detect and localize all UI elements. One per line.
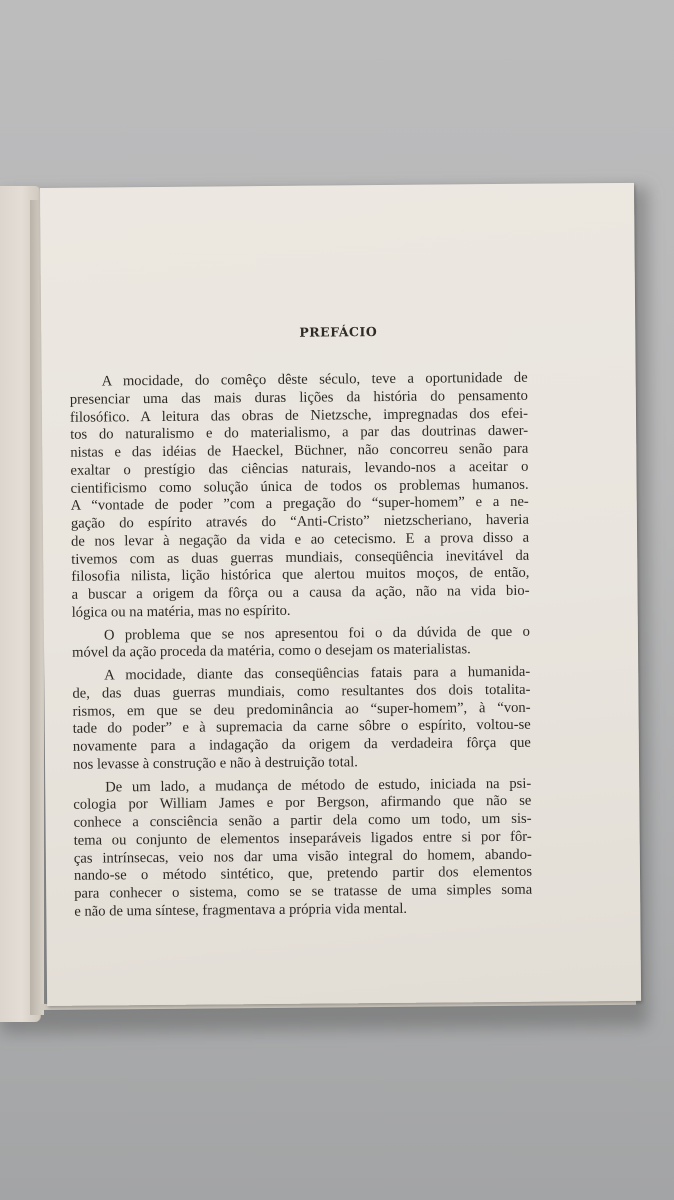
paragraph-3	[72, 664, 531, 774]
text-line: ças intrínsecas, veio nos dar uma visão integral do homem, abando-	[73, 846, 532, 867]
text-line: cologia por William James e por Bergson, afirmando que não se	[73, 792, 532, 813]
text-line: lógica ou na matéria, mas no espírito.	[71, 602, 291, 621]
text-line: tos do naturalismo e do materialismo, a par das doutrinas dawer-	[70, 422, 529, 443]
text-line: móvel da ação proceda da matéria, como o desejam os materialistas.	[71, 641, 471, 661]
text-line: tade do poder” e à supremacia da carne sôbre o espírito, voltou-se	[72, 716, 531, 737]
paragraph-4	[73, 775, 532, 921]
text-line: e não de uma síntese, fragmentava a própria vida mental.	[74, 900, 408, 920]
text-line: De um lado, a mudança de método de estudo, iniciada na psi-	[105, 775, 532, 795]
text-line: filosófico. A leitura das obras de Nietzsche, impregnadas dos efei-	[69, 405, 529, 426]
text-line: A mocidade, diante das conseqüências fatais para a humanida-	[104, 663, 531, 684]
paragraph-2	[72, 623, 530, 662]
text-line: nando-se o método sintético, que, pretendo partir dos elementos	[73, 863, 533, 884]
text-line: tivemos com as duas guerras mundiais, conseqüência inevitável da	[71, 547, 530, 568]
text-line: novamente para a indagação da origem da verdadeira fôrça que	[72, 734, 531, 755]
text-line: a buscar a origem da fôrça ou a causa da ação, não na vida bio-	[71, 582, 530, 603]
text-line: O problema que se nos apresentou foi o da dúvida de que o	[103, 623, 530, 643]
text-line: rismos, em que se deu predominância ao “super-homem”, à “von-	[72, 699, 531, 720]
text-line: presenciar uma das mais duras lições da história do pensamento	[69, 387, 528, 408]
text-line: exaltar o prestígio das ciências naturais, levando-nos a aceitar o	[70, 458, 529, 479]
text-line: nos levasse à construção e não à destruição total.	[72, 753, 358, 773]
text-line: tema ou conjunto de elementos inseparáveis ligados entre si por fôr-	[73, 828, 532, 849]
text-line: de nos levar à negação da vida e ao cetecismo. E a prova disso a	[71, 529, 530, 550]
body-text	[70, 370, 533, 926]
text-line: conhece a consciência senão a partir dela como um todo, um sis-	[73, 810, 532, 831]
text-line: A mocidade, do comêço dêste século, teve a oportunidade de	[101, 369, 528, 390]
text-line: cientificismo como solução única de todos os problemas humanos.	[70, 476, 529, 497]
text-line: de, das duas guerras mundiais, como resultantes dos dois totalita-	[72, 681, 531, 702]
text-line: A “vontade de poder ”com a pregação do “super-homem” e a ne-	[70, 493, 529, 514]
text-line: nistas e das idéias de Haeckel, Büchner, não concorreu senão para	[70, 440, 529, 461]
text-line: para conhecer o sistema, como se se tratasse de uma simples soma	[74, 881, 533, 902]
text-line: gação do espírito através do “Anti-Cristo” nietzscheriano, haveria	[70, 511, 529, 532]
page-title: PREFÁCIO	[299, 324, 378, 340]
text-line: filosofia nilista, lição histórica que alertou muitos moços, de então,	[71, 564, 530, 585]
book-page	[40, 183, 641, 1006]
paragraph-1	[70, 370, 530, 622]
